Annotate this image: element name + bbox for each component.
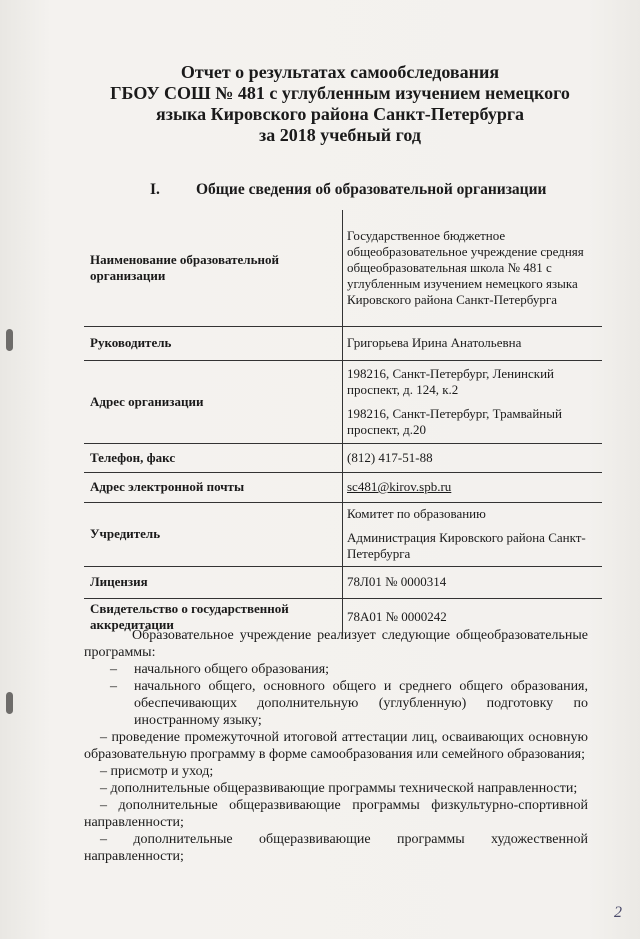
list-item: – дополнительные общеразвивающие программы художественной направленности; bbox=[84, 832, 588, 864]
row-label: Учредитель bbox=[84, 502, 343, 566]
row-label: Адрес организации bbox=[84, 360, 343, 443]
row-value: 78Л01 № 0000314 bbox=[343, 566, 603, 598]
list-item: – дополнительные общеразвивающие программы технической направленности; bbox=[100, 781, 578, 796]
punch-hole-mark bbox=[6, 692, 13, 714]
table-row bbox=[84, 326, 602, 360]
section-heading bbox=[150, 181, 570, 199]
section-title: Общие сведения об образовательной организации bbox=[196, 181, 547, 198]
row-label: Наименование образовательной организации bbox=[84, 210, 343, 326]
list-item: – начального общего образования; bbox=[110, 662, 330, 677]
row-label: Свидетельство о государственной аккредитации bbox=[90, 601, 289, 633]
list-item: – дополнительные общеразвивающие программы физкультурно-спортивной направленности; bbox=[84, 798, 588, 830]
title-line: ГБОУ СОШ № 481 с углубленным изучением немецкого bbox=[110, 83, 570, 103]
row-value: Государственное бюджетное общеобразовательное учреждение средняя общеобразовательная школа № 481 с углубленным изучением немецкого языка Кировского района Санкт-Петербурга bbox=[343, 210, 603, 326]
table-row bbox=[84, 210, 602, 326]
row-label: Телефон, факс bbox=[84, 443, 343, 472]
row-label: Лицензия bbox=[84, 566, 343, 598]
punch-hole-mark bbox=[6, 329, 13, 351]
list-item: – присмотр и уход; bbox=[100, 764, 214, 779]
section-number: I. bbox=[150, 181, 160, 198]
title-line: языка Кировского района Санкт-Петербурга bbox=[155, 104, 525, 124]
page-number: 2 bbox=[614, 904, 622, 921]
programs-text bbox=[84, 627, 588, 865]
row-label: Руководитель bbox=[84, 326, 343, 360]
title-line: за 2018 учебный год bbox=[259, 125, 421, 145]
table-row bbox=[84, 360, 602, 443]
table-row bbox=[84, 472, 602, 502]
organization-info-table bbox=[84, 210, 602, 636]
row-label: Адрес электронной почты bbox=[84, 472, 343, 502]
list-item: – начального общего, основного общего и среднего общего образования, обеспечивающих дополнительную (углубленную) подготовку по иностранному языку; bbox=[110, 679, 588, 728]
email-link[interactable]: sc481@kirov.spb.ru bbox=[347, 479, 452, 494]
report-title bbox=[100, 62, 580, 146]
table-row bbox=[84, 566, 602, 598]
row-value: Комитет по образованию Администрация Кировского района Санкт-Петербурга bbox=[343, 502, 603, 566]
row-value: Григорьева Ирина Анатольевна bbox=[343, 326, 603, 360]
title-line: Отчет о результатах самообследования bbox=[180, 62, 500, 82]
row-value bbox=[343, 472, 603, 502]
table-row bbox=[84, 502, 602, 566]
intro-paragraph: Образовательное учреждение реализует следующие общеобразовательные программы: bbox=[84, 628, 588, 660]
row-value: (812) 417-51-88 bbox=[343, 443, 603, 472]
list-item: – проведение промежуточной итоговой аттестации лиц, осваивающих основную образовательную программу в форме самообразования или семейного образования; bbox=[84, 730, 588, 762]
row-value: 78А01 № 0000242 bbox=[343, 598, 603, 636]
table-row bbox=[84, 443, 602, 472]
row-value: 198216, Санкт-Петербург, Ленинский проспект, д. 124, к.2 198216, Санкт-Петербург, Трамвайный проспект, д.20 bbox=[343, 360, 603, 443]
